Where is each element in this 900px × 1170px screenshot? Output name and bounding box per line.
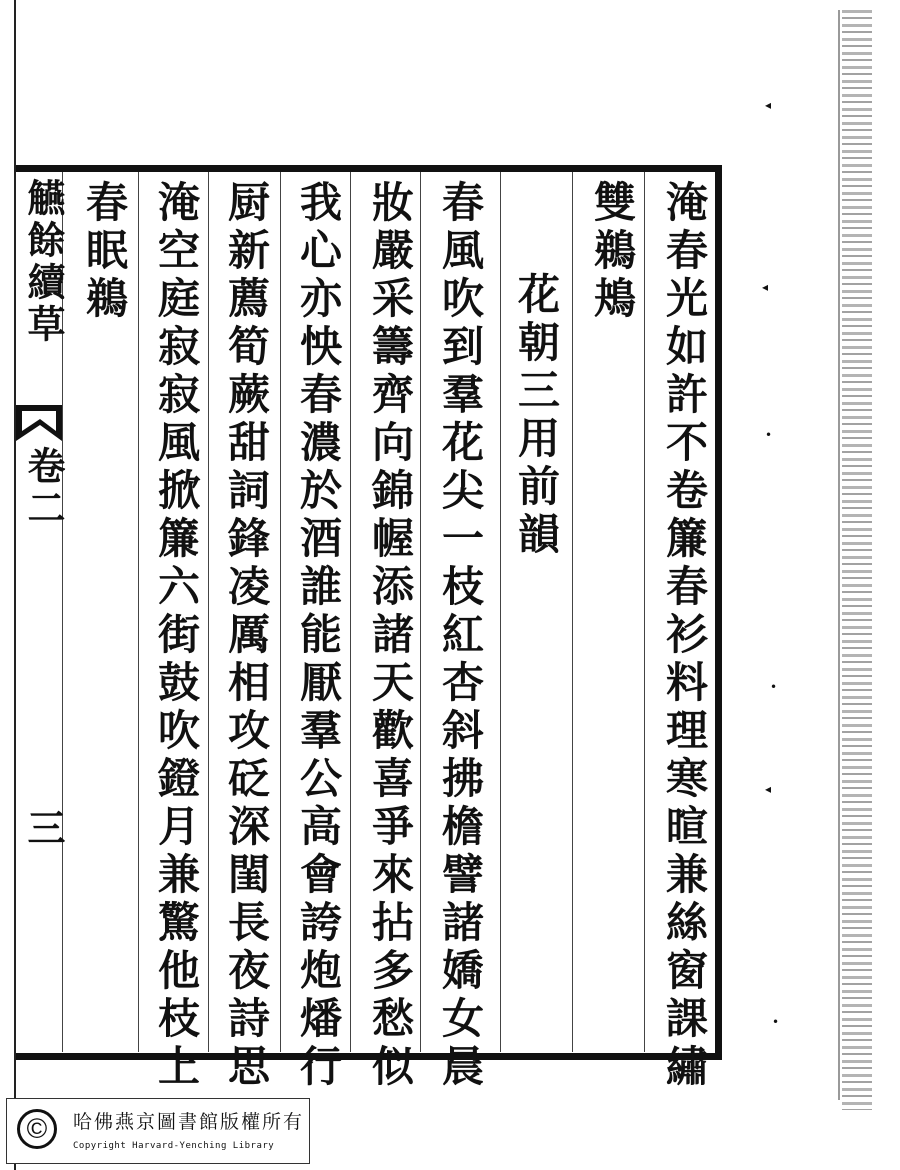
ink-mark: •	[772, 1015, 780, 1029]
text-column-2: 雙鵜鴂	[588, 180, 637, 324]
page-edge-texture	[842, 10, 872, 1110]
copyright-chinese: 哈佛燕京圖書館版權所有	[73, 1111, 305, 1133]
ink-mark: ◂	[762, 280, 769, 294]
text-column-7: 厨新薦筍蕨甜詞鋒凌厲相攻砭深閨長夜詩思	[222, 180, 271, 1092]
volume-label: 卷二	[21, 446, 66, 530]
top-left-fold-line	[14, 0, 16, 60]
text-column-3: 花朝三用前韻	[512, 272, 561, 560]
text-column-1: 淹春光如許不卷簾春衫料理寒暄兼絲窗課繡	[660, 180, 709, 1092]
copyright-english: Copyright Harvard-Yenching Library	[73, 1141, 275, 1151]
column-rule	[280, 172, 281, 1052]
fish-tail-mark-icon	[16, 405, 62, 441]
column-rule	[644, 172, 645, 1052]
copyright-icon: ©	[17, 1109, 57, 1149]
column-rule	[350, 172, 351, 1052]
column-rule	[138, 172, 139, 1052]
page-edge-line	[838, 10, 840, 1100]
page-number: 三	[21, 808, 66, 850]
text-column-6: 我心亦怏春濃於酒誰能厭羣公高會誇炮燔行	[294, 180, 343, 1092]
text-column-8: 淹空庭寂寂風掀簾六街鼓吹鐙月兼驚他枝上	[152, 180, 201, 1092]
column-rule	[500, 172, 501, 1052]
ink-mark: •	[770, 680, 778, 694]
column-rule	[208, 172, 209, 1052]
column-rule	[572, 172, 573, 1052]
text-column-4: 春風吹到羣花尖一枝紅杏斜拂檐譬諸嬌女晨	[436, 180, 485, 1092]
book-title: 觾餘續草	[21, 178, 66, 346]
ink-mark: •	[765, 428, 773, 442]
text-column-9: 春眠鵜	[80, 180, 129, 324]
ink-mark: ◂	[765, 98, 772, 112]
column-rule	[420, 172, 421, 1052]
copyright-notice	[6, 1098, 310, 1164]
text-column-5: 妝嚴采籌齊向錦幄添諸天歡喜爭來拈多愁似	[366, 180, 415, 1092]
ink-mark: ◂	[765, 782, 772, 796]
